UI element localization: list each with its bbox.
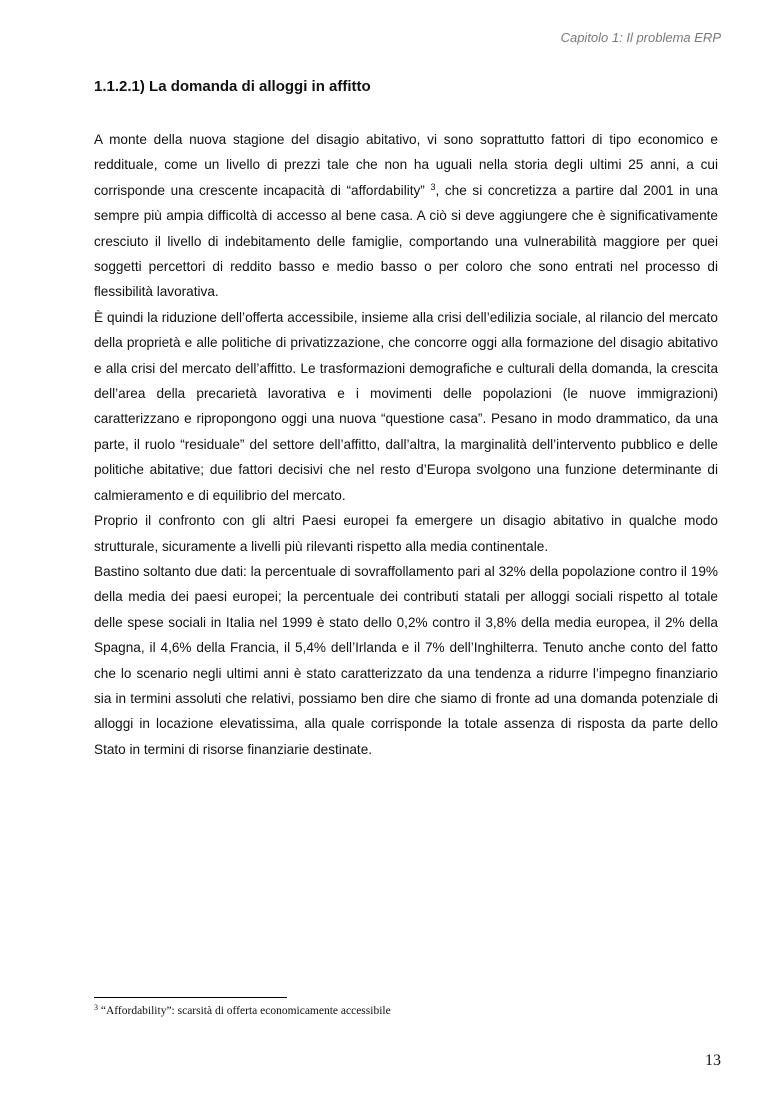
paragraph-2: È quindi la riduzione dell’offerta accessibile, insieme alla crisi dell’edilizia sociale, al rilancio del mercato della proprietà e alle politiche di privatizzazione, che concorre oggi alla formazione del disagio abitativo e alla crisi del mercato dell’affitto. Le trasformazioni demografiche e culturali della domanda, la crescita dell’area della precarietà lavorativa e i movimenti delle popolazioni (le nuove immigrazioni) caratterizzano e ripropongono oggi una nuova “questione casa”. Pesano in modo drammatico, da una parte, il ruolo “residuale” del settore dell’affitto, dall’altra, la marginalità dell’intervento pubblico e delle politiche abitative; due fattori decisivi che nel resto d’Europa svolgono una funzione determinante di calmieramento e di equilibrio del mercato.	[94, 309, 718, 503]
paragraph-1-text-a: A monte della nuova stagione del disagio abitativo, vi sono soprattutto fattori di tipo economico e reddituale, come un livello di prezzi tale che non ha uguali nella storia degli ultimi 25 anni, a cui corrisponde una crescente incapacità di “affordability”	[94, 132, 718, 198]
paragraph-4: Bastino soltanto due dati: la percentuale di sovraffollamento pari al 32% della popolazione contro il 19% della media dei paesi europei; la percentuale dei contributi statali per alloggi sociali rispetto al totale delle spese sociali in Italia nel 1999 è stato dello 0,2% contro il 3,8% della media europea, il 2% della Spagna, il 4,6% della Francia, il 5,4% dell’Irlanda e il 7% dell’Inghilterra. Tenuto anche conto del fatto che lo scenario negli ultimi anni è stato caratterizzato da una tendenza a ridurre l’impegno finanziario sia in termini assoluti che relativi, possiamo ben dire che siamo di fronte ad una domanda potenziale di alloggi in locazione elevatissima, alla quale corrisponde la totale assenza di risposta da parte dello Stato in termini di risorse finanziarie destinate.	[94, 563, 718, 757]
running-header: Capitolo 1: Il problema ERP	[560, 30, 721, 45]
body-text	[94, 127, 718, 762]
paragraph-1	[94, 127, 718, 305]
footnote-number: 3	[94, 1003, 98, 1012]
footnote-text: “Affordability”: scarsità di offerta economicamente accessibile	[100, 1005, 391, 1017]
footnote-reference[interactable]: 3	[430, 181, 436, 192]
footnote-divider	[94, 997, 287, 998]
paragraph-3: Proprio il confronto con gli altri Paesi europei fa emergere un disagio abitativo in qualche modo strutturale, sicuramente a livelli più rilevanti rispetto alla media continentale.	[94, 513, 718, 554]
page-number: 13	[705, 1052, 721, 1069]
paragraph-1-text-b: , che si concretizza a partire dal 2001 in una sempre più ampia difficoltà di accesso al bene casa. A ciò si deve aggiungere che è significativamente cresciuto il livello di indebitamento delle famiglie, comportando una vulnerabilità maggiore per quei soggetti percettori di reddito basso e medio basso o per coloro che sono entrati nel processo di flessibilità lavorativa.	[94, 182, 718, 300]
footnote	[94, 1005, 391, 1017]
section-title: 1.1.2.1) La domanda di alloggi in affitto	[94, 78, 371, 95]
